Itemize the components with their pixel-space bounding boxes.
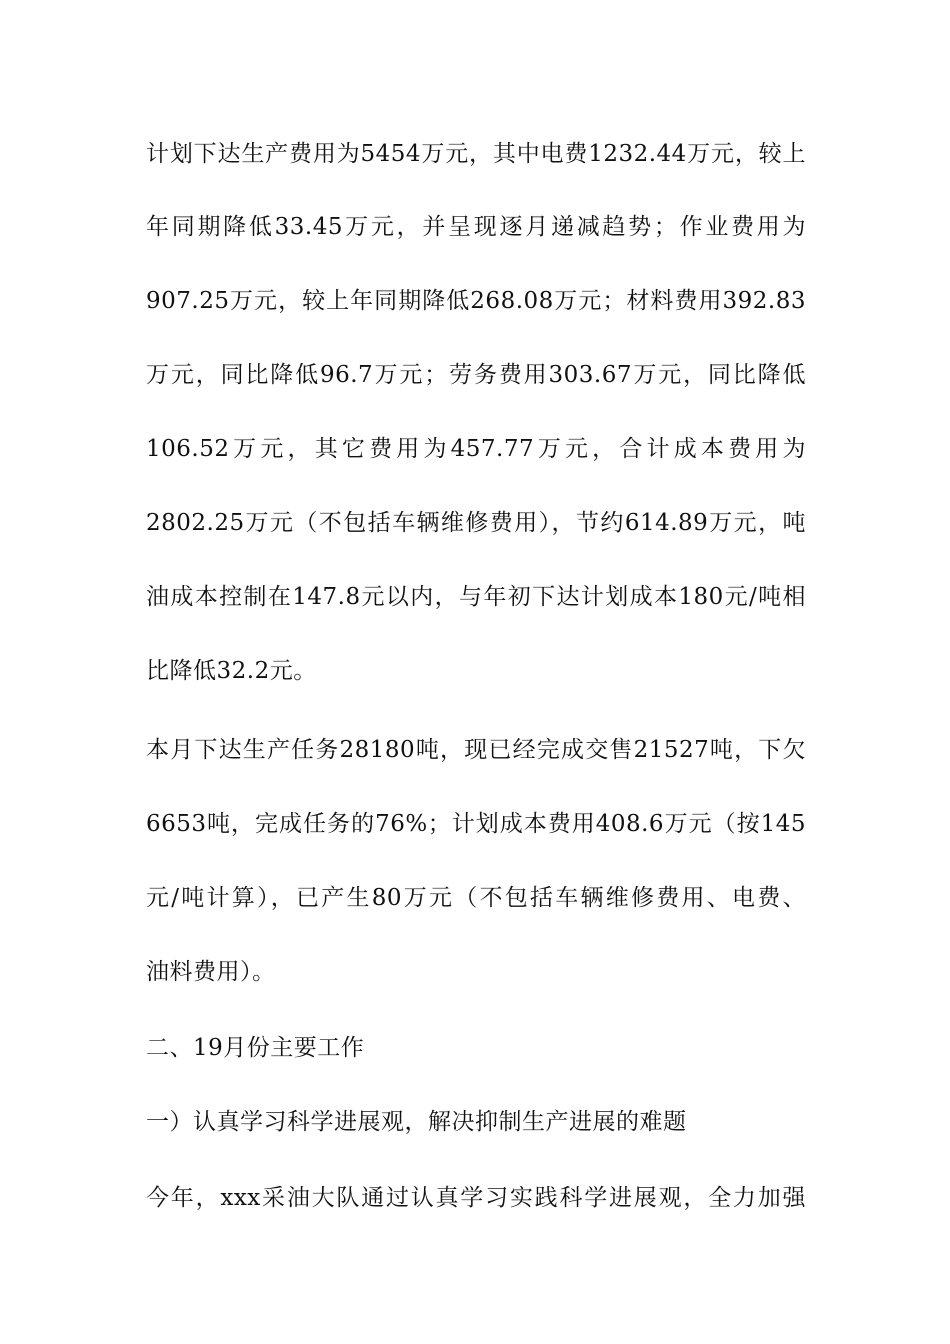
paragraph-line: 油成本控制在147.8元以内，与年初下达计划成本180元/吨相: [146, 584, 806, 610]
subsection-heading: 一）认真学习科学进展观，解决抑制生产进展的难题: [146, 1109, 687, 1135]
paragraph-line: 比降低32.2元。: [146, 658, 317, 684]
paragraph-line: 万元，同比降低96.7万元；劳务费用303.67万元，同比降低: [146, 362, 806, 388]
paragraph-line: 油料费用）。: [146, 959, 276, 985]
section-heading: 二、19月份主要工作: [146, 1035, 365, 1061]
paragraph-line: 6653吨，完成任务的76%；计划成本费用408.6万元（按145: [146, 811, 806, 837]
paragraph-line: 106.52万元，其它费用为457.77万元，合计成本费用为: [146, 436, 806, 462]
paragraph-line: 元/吨计算），已产生80万元（不包括车辆维修费用、电费、: [146, 885, 806, 911]
paragraph-line: 本月下达生产任务28180吨，现已经完成交售21527吨，下欠: [146, 737, 806, 763]
paragraph-line: 2802.25万元（不包括车辆维修费用），节约614.89万元，吨: [146, 510, 806, 536]
paragraph-line: 今年，xxx采油大队通过认真学习实践科学进展观，全力加强: [146, 1185, 806, 1211]
paragraph-line: 计划下达生产费用为5454万元，其中电费1232.44万元，较上: [146, 141, 806, 167]
paragraph-line: 907.25万元，较上年同期降低268.08万元；材料费用392.83: [146, 288, 806, 314]
paragraph-line: 年同期降低33.45万元，并呈现逐月递减趋势；作业费用为: [146, 214, 806, 240]
